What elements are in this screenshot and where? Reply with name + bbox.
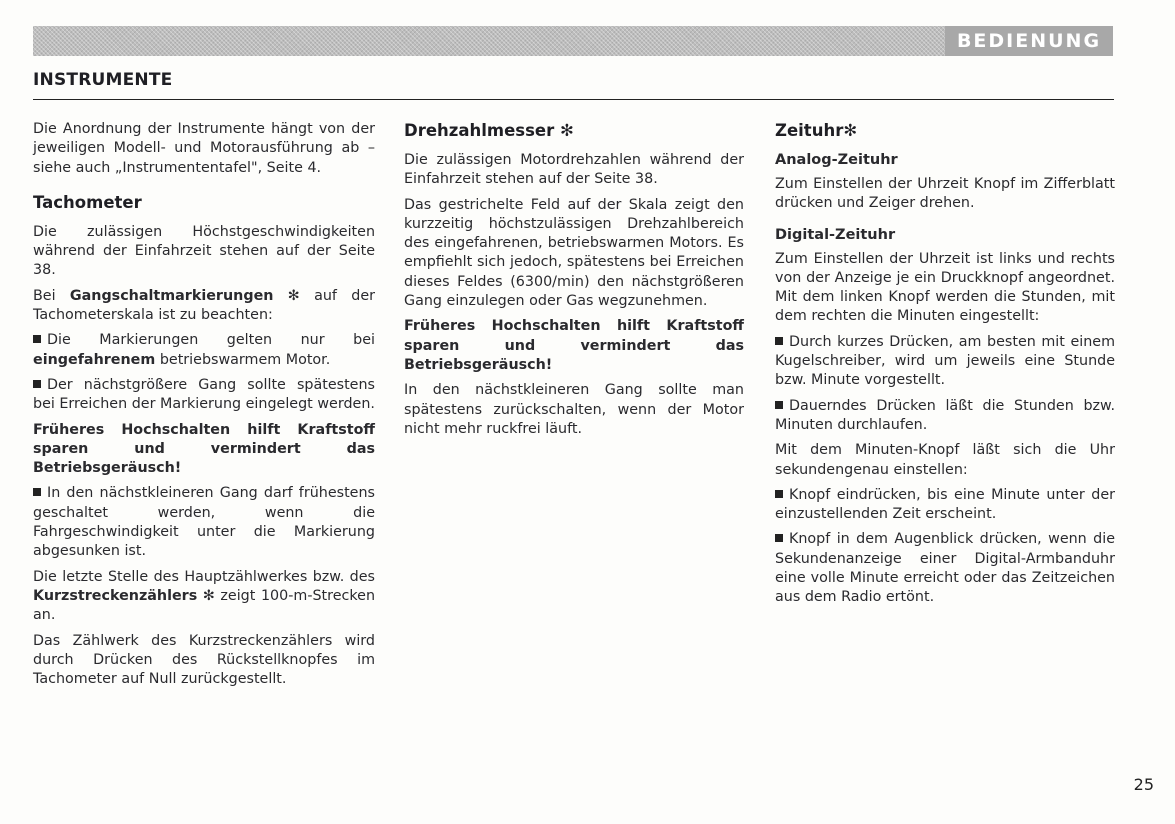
fuel-saving-note: Früheres Hochschalten hilft Kraftstoff sparen und vermindert das Betriebsgeräusch! [33,421,375,477]
option-star-icon: ✻ [843,121,858,140]
text-span: Knopf eindrücken, bis eine Minute unter der einzustellenden Zeit erscheint. [775,486,1115,523]
text-span: zeigt 100-m-Strecken an. [33,587,376,624]
page-title: INSTRUMENTE [33,70,173,90]
heading-text: Zeituhr [775,121,844,140]
list-item [775,397,1115,436]
clock-heading [775,120,1115,142]
reset-paragraph: Das Zählwerk des Kurzstreckenzählers wird durch Drücken des Rückstellknopfes im Tachometer auf Null zurückgestellt. [33,632,375,688]
bullet-icon [33,335,41,343]
seconds-setting-paragraph: Mit dem Minuten-Knopf läßt sich die Uhr sekundengenau einstellen: [775,442,1115,478]
bullet-icon [33,380,41,388]
list-item [775,530,1115,607]
bullet-icon [33,488,41,496]
odometer-paragraph [33,568,375,626]
intro-paragraph: Die Anordnung der Instrumente hängt von der jeweiligen Modell- und Motorausführung ab – siehe auch „Instrumententafel", Seite 4. [33,121,375,176]
digital-clock-paragraph: Zum Einstellen der Uhrzeit ist links und rechts von der Anzeige je ein Druckknopf angeordnet. Mit dem linken Knopf werden die Stunden, mit dem rechten die Minuten eingestellt: [775,250,1115,325]
rev-counter-heading [404,120,744,142]
text-span: Durch kurzes Drücken, am besten mit einem Kugelschreiber, wird um jeweils eine Stunde bzw. Minute vorgestellt. [775,333,1115,389]
bullet-icon [775,337,783,345]
text-span: Bei [33,287,70,304]
bullet-icon [775,490,783,498]
page-number: 25 [1133,775,1154,794]
tachometer-paragraph: Die zulässigen Höchstgeschwindigkeiten während der Einfahrzeit stehen auf der Seite 38. [33,223,375,279]
fuel-saving-note: Früheres Hochschalten hilft Kraftstoff sparen und vermindert das Betriebsgeräusch! [404,318,744,373]
option-star-icon: ✻ [202,587,215,604]
analog-clock-paragraph: Zum Einstellen der Uhrzeit Knopf im Zifferblatt drücken und Zeiger drehen. [775,176,1115,212]
gear-marking-paragraph [33,287,375,326]
heading-text: Drehzahlmesser [404,121,555,140]
text-span: In den nächstkleineren Gang darf frühestens geschaltet werden, wenn die Fahrgeschwindigkeit unter die Markierung abgesunken ist. [33,485,375,560]
text-span: auf der Tachometerskala ist zu beachten: [33,287,375,324]
text-span: Knopf in dem Augenblick drücken, wenn die Sekundenanzeige einer Digital-Armbanduhr eine volle Minute erreicht oder das Zeitzeichen aus dem Radio ertönt. [775,531,1115,606]
trip-counter-term: Kurzstreckenzählers [33,587,198,604]
downshift-paragraph: In den nächstkleineren Gang sollte man spätestens zurückschalten, wenn der Motor nicht mehr ruckfrei läuft. [404,382,744,437]
column-instruments [33,120,375,695]
analog-clock-heading: Analog-Zeituhr [775,152,898,168]
list-item [33,331,375,370]
tachometer-heading: Tachometer [33,192,142,212]
list-item [33,376,375,415]
option-star-icon: ✻ [287,287,300,304]
text-span: Der nächstgrößere Gang sollte spätestens bei Erreichen der Markierung eingelegt werden. [33,376,375,413]
list-item [775,486,1115,525]
text-span: Die letzte Stelle des Hauptzählwerkes bzw. des [33,568,375,585]
column-clock [775,120,1115,614]
emphasis-term: eingefahrenem [33,351,156,368]
column-tachometer [404,120,744,445]
text-span: Die Markierungen gelten nur bei [47,332,375,349]
text-span: Dauerndes Drücken läßt die Stunden bzw. Minuten durchlaufen. [775,397,1115,433]
section-tab: BEDIENUNG [945,26,1113,56]
list-item [775,333,1115,391]
rev-range-paragraph: Das gestrichelte Feld auf der Skala zeigt den kurzzeitig höchstzulässigen Drehzahlbereich des eingefahrenen, betriebswarmen Motors. Es empfiehlt sich jedoch, spätestens bei Erreichen dieses Feldes (6300/min) den nächstgrößeren Gang einzulegen oder Gas wegzunehmen. [404,196,744,310]
text-span: betriebswarmem Motor. [155,351,331,368]
heading-divider [33,99,1114,100]
option-star-icon: ✻ [560,121,574,140]
bullet-icon [775,401,783,409]
digital-clock-heading: Digital-Zeituhr [775,226,896,243]
list-item [33,484,375,561]
gear-marking-term: Gangschaltmarkierungen [69,287,274,304]
rev-counter-paragraph: Die zulässigen Motordrehzahlen während der Einfahrzeit stehen auf der Seite 38. [404,152,744,188]
bullet-icon [775,534,783,542]
